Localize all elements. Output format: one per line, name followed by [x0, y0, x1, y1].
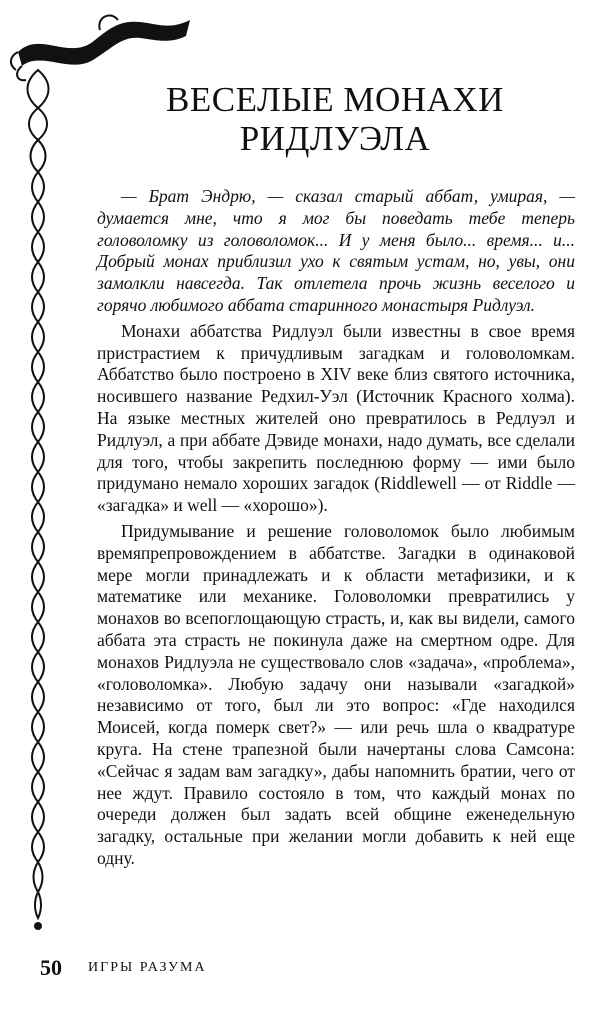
body-text	[97, 186, 575, 870]
running-title: ИГРЫ РАЗУМА	[88, 960, 207, 975]
chapter-title-line-2: РИДЛУЭЛА	[239, 119, 431, 158]
page-footer	[40, 955, 207, 981]
epigraph-paragraph: — Брат Эндрю, — сказал старый аббат, умирая, — думается мне, что я мог бы поведать тебе теперь головоломку из головоломок... И у меня было... время... и... Добрый монах приблизил ухо к святым устам, но, увы, они замолкли навсегда. Так отлетела прочь жизнь веселого и горячо любимого аббата старинного монастыря Ридлуэл.	[97, 186, 575, 315]
body-paragraph: Придумывание и решение головоломок было любимым времяпрепровождением в аббатстве. Загадки в одинаковой мере могли принадлежать и к области метафизики, и к математике или механике. Головоломки превратились у монахов во всепоглощающую страсть, и, как вы видели, самого аббата эта страсть не покинула даже на смертном одре. Для монахов Ридлуэла не существовало слов «задача», «проблема», «головоломка». Любую задачу они называли «загадкой» независимо от того, был ли это вопрос: «Где находился Моисей, когда померк свет?» — или речь шла о квадратуре круга. На стене трапезной были начертаны слова Самсона: «Сейчас я задам вам загадку», дабы напомнить братии, чего от нее ждут. Правило состояло в том, что каждый монах по очереди должен был задать всей общине еженедельную загадку, остальные при желании могли добавить к ней еще одну.	[97, 520, 575, 868]
chapter-title-line-1: ВЕСЕЛЫЕ МОНАХИ	[166, 80, 504, 119]
chapter-title	[140, 80, 530, 158]
body-paragraph: Монахи аббатства Ридлуэл были известны в свое время пристрастием к причудливым загадкам и головоломкам. Аббатство было построено в XIV веке близ святого источника, носившего название Редхил-Уэл (Источник Красного холма). На языке местных жителей оно превратилось в Редлуэл и Ридлуэл, а при аббате Дэвиде монахи, надо думать, все сделали для того, чтобы закрепить последнюю форму — ими было придумано немало хороших загадок (Riddlewell — от Riddle — «загадка» и well — «хорошо»).	[97, 320, 575, 516]
page-number: 50	[40, 955, 62, 980]
